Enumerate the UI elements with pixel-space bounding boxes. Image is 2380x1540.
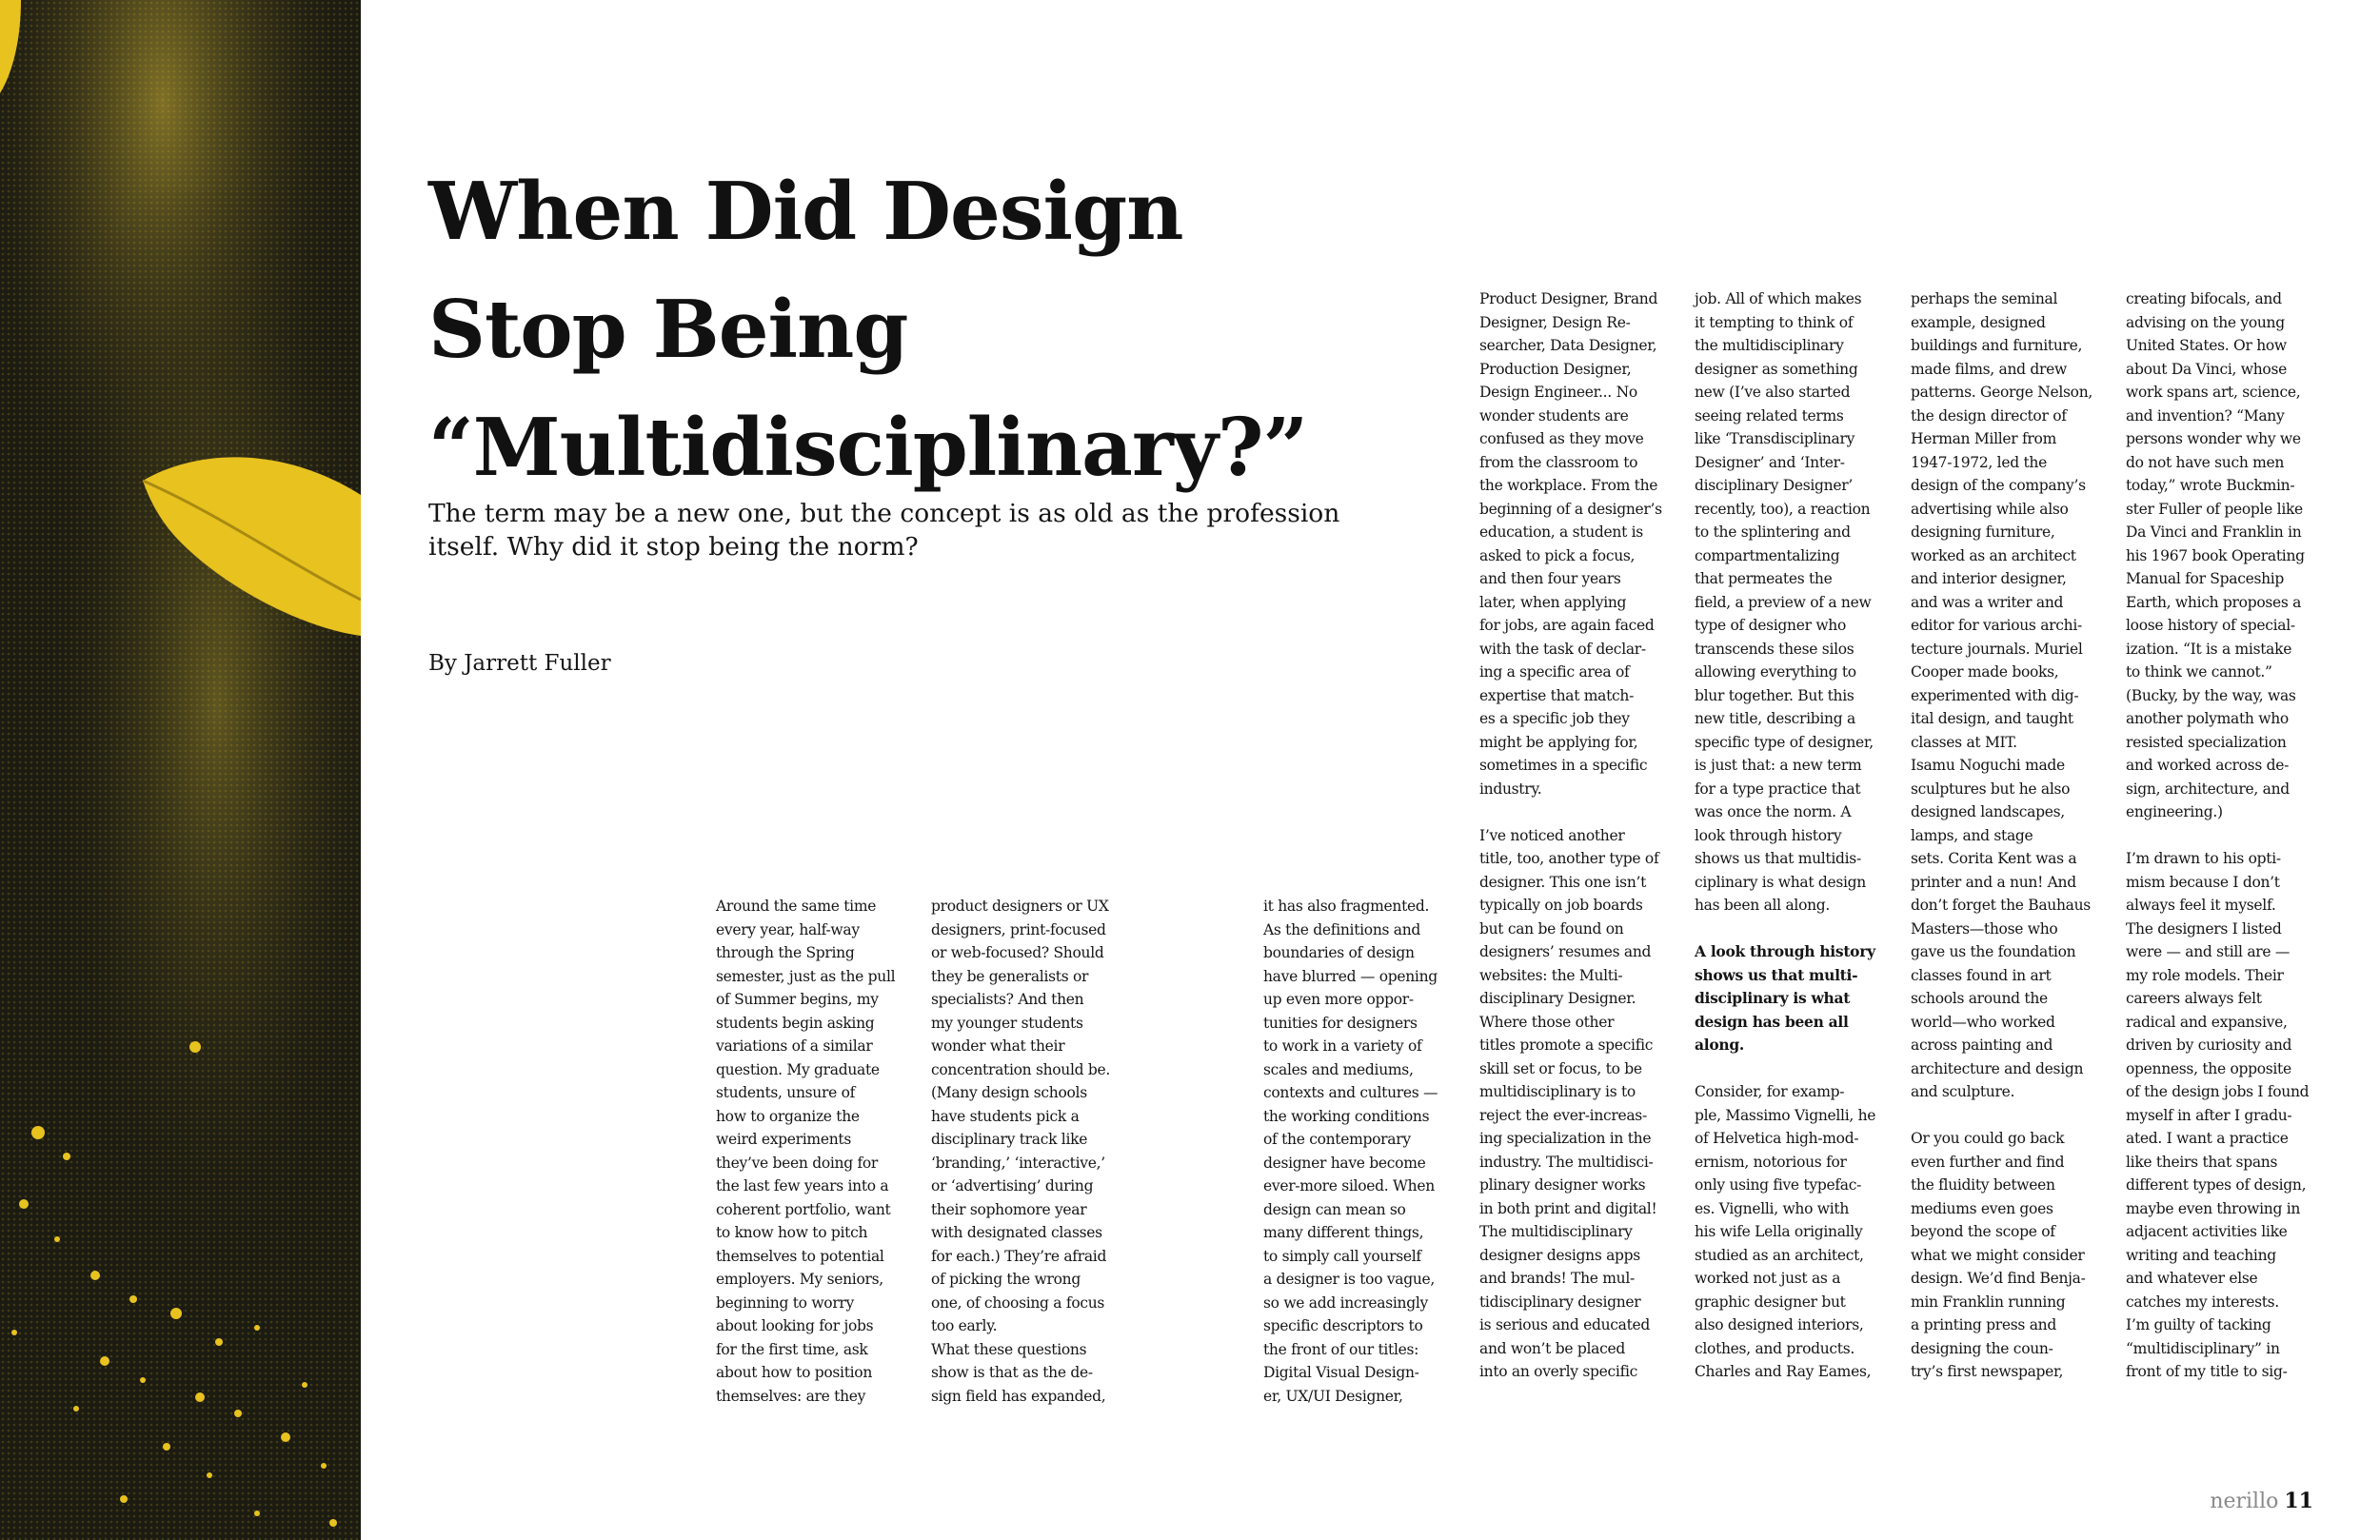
article-dek xyxy=(428,497,1361,563)
body-text-line: the last few years into a xyxy=(716,1177,889,1194)
body-text-line: searcher, Data Designer, xyxy=(1479,337,1657,354)
body-text-line: Design Engineer... No xyxy=(1479,384,1637,401)
body-text-line: Consider, for examp- xyxy=(1695,1083,1845,1100)
body-text-line: clothes, and products. xyxy=(1695,1339,1854,1357)
body-text-line: example, designed xyxy=(1911,313,2046,331)
body-text-line: the working conditions xyxy=(1263,1107,1430,1125)
body-text-line: perhaps the seminal xyxy=(1911,290,2058,307)
body-text-line: his wife Lella originally xyxy=(1695,1223,1863,1240)
body-text-line: many different things, xyxy=(1263,1224,1424,1241)
body-text-line: designer. This one isn’t xyxy=(1479,873,1647,891)
body-text-line: Manual for Spaceship xyxy=(2126,570,2285,587)
body-text-line: printer and a nun! And xyxy=(1911,873,2076,891)
body-text-line: new title, describing a xyxy=(1695,710,1855,727)
body-text-line: type of designer who xyxy=(1695,617,1847,634)
body-text-line: and then four years xyxy=(1479,570,1621,587)
body-text-line: designer have become xyxy=(1263,1154,1426,1172)
body-text-line: work spans art, science, xyxy=(2126,384,2301,401)
body-text-line: typically on job boards xyxy=(1479,897,1643,914)
body-text-line: myself in after I gradu- xyxy=(2126,1106,2292,1124)
body-text-line: reject the ever-increas- xyxy=(1479,1106,1647,1124)
body-text-line: compartmentalizing xyxy=(1695,546,1840,564)
paragraph-gap xyxy=(1479,800,1684,824)
body-text-line: sculptures but he also xyxy=(1911,780,2071,798)
body-text-line: 1947-1972, led the xyxy=(1911,453,2047,471)
body-text-line: The designers I listed xyxy=(2126,919,2282,938)
body-text-line: worked not just as a xyxy=(1695,1270,1841,1287)
pull-quote-line: disciplinary is what xyxy=(1695,989,1851,1007)
body-text-line: disciplinary track like xyxy=(931,1131,1088,1148)
body-text-line: I’m drawn to his opti- xyxy=(2126,850,2281,867)
body-column-1 xyxy=(716,895,921,1408)
paragraph-gap xyxy=(1695,1057,1899,1081)
body-text-line: variations of a similar xyxy=(716,1037,873,1055)
body-text-line: title, too, another type of xyxy=(1479,850,1659,867)
leaf-halftone-illustration xyxy=(0,0,361,1540)
body-text-line: his 1967 book Operating xyxy=(2126,546,2305,564)
body-text-line: ization. “It is a mistake xyxy=(2126,640,2292,658)
body-text-line: As the definitions and xyxy=(1263,920,1421,938)
body-text-line: specialists? And then xyxy=(931,991,1084,1008)
byline: By Jarrett Fuller xyxy=(428,651,611,676)
body-text-line: weird experiments xyxy=(716,1131,851,1148)
pull-quote-line: shows us that multi- xyxy=(1695,965,1858,984)
body-text-line: disciplinary Designer. xyxy=(1479,990,1636,1007)
body-text-line: wonder students are xyxy=(1479,406,1629,424)
body-text-line: was once the norm. A xyxy=(1695,803,1852,820)
body-text-line: recently, too), a reaction xyxy=(1695,500,1871,518)
body-text-line: from the classroom to xyxy=(1479,453,1638,471)
body-text-line: with the task of declar- xyxy=(1479,640,1646,658)
body-text-line: asked to pick a focus, xyxy=(1479,546,1636,564)
pull-quote-line: along. xyxy=(1695,1036,1744,1054)
body-text-line: front of my title to sig- xyxy=(2126,1363,2288,1380)
body-text-line: contexts and cultures — xyxy=(1263,1084,1438,1101)
body-text-line: themselves: are they xyxy=(716,1387,866,1405)
body-text-line: radical and expansive, xyxy=(2126,1013,2288,1031)
body-text-line: to simply call yourself xyxy=(1263,1247,1421,1265)
body-text-line: new (I’ve also started xyxy=(1695,384,1851,401)
body-text-line: transcends these silos xyxy=(1695,640,1854,658)
body-text-line: Around the same time xyxy=(716,898,877,915)
body-text-line: engineering.) xyxy=(2126,803,2223,820)
body-text-line: what we might consider xyxy=(1911,1246,2085,1264)
body-text-line: question. My graduate xyxy=(716,1060,880,1078)
body-text-line: sometimes in a specific xyxy=(1479,757,1648,774)
body-text-line: Charles and Ray Eames, xyxy=(1695,1363,1872,1380)
body-text-line: designing furniture, xyxy=(1911,523,2055,541)
body-text-line: “multidisciplinary” in xyxy=(2126,1339,2280,1357)
body-text-line: look through history xyxy=(1695,826,1842,844)
body-text-line: to know how to pitch xyxy=(716,1224,868,1241)
body-text-line: designing the coun- xyxy=(1911,1339,2053,1357)
body-text-line: about Da Vinci, whose xyxy=(2126,360,2287,378)
body-text-line: up even more oppor- xyxy=(1263,991,1414,1008)
body-text-line: maybe even throwing in xyxy=(2126,1199,2301,1217)
body-text-line: the front of our titles: xyxy=(1263,1340,1419,1358)
body-text-line: about looking for jobs xyxy=(716,1317,874,1334)
body-text-line: of Summer begins, my xyxy=(716,991,879,1008)
body-text-line: and interior designer, xyxy=(1911,570,2067,587)
body-text-line: for a type practice that xyxy=(1695,780,1861,798)
body-text-line: they be generalists or xyxy=(931,967,1089,985)
body-text-line: ernism, notorious for xyxy=(1695,1153,1847,1171)
body-text-line: designed landscapes, xyxy=(1911,803,2065,820)
body-text-line: specific type of designer, xyxy=(1695,733,1874,751)
body-text-line: tidisciplinary designer xyxy=(1479,1293,1641,1311)
paragraph-gap xyxy=(1911,1104,2115,1128)
body-text-line: I’ve noticed another xyxy=(1479,826,1625,844)
body-text-line: design of the company’s xyxy=(1911,477,2086,494)
publication-name: nerillo xyxy=(2210,1490,2279,1513)
body-text-line: multidisciplinary is to xyxy=(1479,1083,1636,1100)
body-text-line: plinary designer works xyxy=(1479,1176,1646,1194)
body-text-line: job. All of which makes xyxy=(1695,290,1862,307)
article-title-line-3: “Multidisciplinary?” xyxy=(428,401,1308,494)
body-text-line: of picking the wrong xyxy=(931,1271,1081,1288)
body-text-line: seeing related terms xyxy=(1695,406,1844,424)
body-text-line: coherent portfolio, want xyxy=(716,1200,891,1218)
body-text-line: buildings and furniture, xyxy=(1911,337,2083,354)
body-text-line: loose history of special- xyxy=(2126,617,2295,634)
body-text-line: studied as an architect, xyxy=(1695,1246,1864,1264)
body-text-line: writing and teaching xyxy=(2126,1246,2276,1264)
body-text-line: graphic designer but xyxy=(1695,1293,1846,1311)
article-title-line-2: Stop Being xyxy=(428,283,908,376)
paragraph-gap xyxy=(2126,824,2330,848)
body-text-line: The multidisciplinary xyxy=(1479,1223,1633,1240)
body-text-line: tecture journals. Muriel xyxy=(1911,640,2083,658)
body-text-line: world—who worked xyxy=(1911,1013,2055,1031)
body-text-line: Designer, Design Re- xyxy=(1479,313,1631,331)
body-text-line: boundaries of design xyxy=(1263,944,1415,961)
body-text-line: experimented with dig- xyxy=(1911,686,2079,704)
body-text-line: designers’ resumes and xyxy=(1479,943,1652,960)
body-text-line: were — and still are — xyxy=(2126,943,2291,960)
body-text-line: mediums even goes xyxy=(1911,1199,2053,1217)
body-text-line: beginning of a designer’s xyxy=(1479,500,1662,518)
body-text-line: students, unsure of xyxy=(716,1084,856,1101)
body-text-line: ing a specific area of xyxy=(1479,663,1630,681)
body-text-line: expertise that match- xyxy=(1479,686,1635,704)
body-text-line: sets. Corita Kent was a xyxy=(1911,850,2077,867)
body-text-line: design. We’d find Benja- xyxy=(1911,1270,2086,1287)
body-text-line: to the splintering and xyxy=(1695,523,1851,541)
body-text-line: worked as an architect xyxy=(1911,546,2076,564)
body-column-2 xyxy=(931,895,1136,1408)
body-text-line: have blurred — opening xyxy=(1263,967,1438,985)
body-text-line: my role models. Their xyxy=(2126,966,2284,984)
body-text-line: different types of design, xyxy=(2126,1176,2307,1194)
pull-quote-line: design has been all xyxy=(1695,1012,1849,1031)
body-text-line: I’m guilty of tacking xyxy=(2126,1316,2271,1333)
page-number: 11 xyxy=(2284,1489,2313,1513)
body-text-line: through the Spring xyxy=(716,944,855,961)
body-text-line: es a specific job they xyxy=(1479,710,1630,727)
body-text-line: ciplinary is what design xyxy=(1695,873,1866,891)
body-text-line: Masters—those who xyxy=(1911,919,2058,938)
body-text-line: websites: the Multi- xyxy=(1479,966,1623,984)
body-text-line: Product Designer, Brand xyxy=(1479,290,1658,307)
body-text-line: the workplace. From the xyxy=(1479,477,1658,494)
body-text-line: so we add increasingly xyxy=(1263,1293,1428,1312)
body-text-line: (Bucky, by the way, was xyxy=(2126,686,2296,704)
body-text-line: Or you could go back xyxy=(1911,1130,2065,1147)
body-text-line: only using five typefac- xyxy=(1695,1176,1862,1194)
body-text-line: Cooper made books, xyxy=(1911,663,2059,681)
body-text-line: classes at MIT. xyxy=(1911,733,2017,751)
body-text-line: a printing press and xyxy=(1911,1316,2056,1333)
body-text-line: and sculpture. xyxy=(1911,1083,2015,1100)
body-text-line: industry. The multidisci- xyxy=(1479,1153,1654,1171)
body-text-line: but can be found on xyxy=(1479,919,1624,938)
body-text-line: it has also fragmented. xyxy=(1263,898,1430,915)
body-text-line: Designer’ and ‘Inter- xyxy=(1695,453,1845,471)
body-text-line: Isamu Noguchi made xyxy=(1911,757,2065,774)
body-text-line: like theirs that spans xyxy=(2126,1153,2278,1171)
body-text-line: ated. I want a practice xyxy=(2126,1130,2289,1147)
body-text-line: students begin asking xyxy=(716,1014,875,1032)
body-text-line: and invention? “Many xyxy=(2126,406,2285,424)
body-text-line: blur together. But this xyxy=(1695,686,1854,704)
body-text-line: ital design, and taught xyxy=(1911,710,2073,727)
page-folio xyxy=(2210,1487,2313,1516)
body-text-line: Da Vinci and Franklin in xyxy=(2126,523,2302,541)
body-text-line: classes found in art xyxy=(1911,966,2052,984)
body-text-line: they’ve been doing for xyxy=(716,1154,879,1172)
body-text-line: editor for various archi- xyxy=(1911,617,2082,634)
body-text-line: too early. xyxy=(931,1317,998,1334)
body-text-line: Earth, which proposes a xyxy=(2126,593,2302,611)
body-text-line: with designated classes xyxy=(931,1224,1102,1241)
body-text-line: specific descriptors to xyxy=(1263,1317,1423,1334)
body-text-line: United States. Or how xyxy=(2126,337,2287,354)
body-text-line: always feel it myself. xyxy=(2126,897,2276,914)
body-text-line: architecture and design xyxy=(1911,1059,2084,1077)
body-text-line: (Many design schools xyxy=(931,1084,1087,1101)
body-column-6 xyxy=(1911,287,2115,1384)
body-text-line: ster Fuller of people like xyxy=(2126,500,2303,518)
body-text-line: tunities for designers xyxy=(1263,1014,1418,1032)
body-text-line: beyond the scope of xyxy=(1911,1223,2055,1240)
body-text-line: to think we cannot.” xyxy=(2126,663,2272,681)
body-text-line: industry. xyxy=(1479,780,1542,798)
body-text-line: try’s first newspaper, xyxy=(1911,1363,2064,1380)
body-text-line: show is that as the de- xyxy=(931,1364,1093,1381)
body-text-line: skill set or focus, to be xyxy=(1479,1059,1642,1077)
body-text-line: the design director of xyxy=(1911,406,2067,424)
article-title-line-1: When Did Design xyxy=(428,165,1183,258)
body-text-line: into an overly specific xyxy=(1479,1363,1638,1380)
body-text-line: also designed interiors, xyxy=(1695,1316,1864,1333)
body-text-line: for jobs, are again faced xyxy=(1479,617,1655,634)
body-text-line: semester, just as the pull xyxy=(716,967,896,985)
body-text-line: is just that: a new term xyxy=(1695,757,1862,774)
body-text-line: education, a student is xyxy=(1479,523,1643,541)
body-text-line: every year, half-way xyxy=(716,920,860,938)
body-text-line: of the contemporary xyxy=(1263,1131,1411,1148)
body-text-line: design can mean so xyxy=(1263,1200,1406,1218)
body-column-5 xyxy=(1695,287,1899,1384)
body-text-line: Production Designer, xyxy=(1479,360,1632,378)
body-text-line: do not have such men xyxy=(2126,453,2285,471)
body-text-line: employers. My seniors, xyxy=(716,1271,883,1288)
body-text-line: how to organize the xyxy=(716,1107,860,1125)
body-text-line: concentration should be. xyxy=(931,1060,1111,1078)
body-text-line: to work in a variety of xyxy=(1263,1037,1422,1055)
body-text-line: ‘branding,’ ‘interactive,’ xyxy=(931,1154,1105,1172)
body-text-line: disciplinary Designer’ xyxy=(1695,477,1853,494)
body-text-line: and worked across de- xyxy=(2126,757,2290,774)
body-text-line: persons wonder why we xyxy=(2126,430,2301,447)
article-title xyxy=(428,152,1428,506)
body-text-line: and brands! The mul- xyxy=(1479,1270,1635,1287)
body-text-line: another polymath who xyxy=(2126,710,2289,727)
body-text-line: careers always felt xyxy=(2126,990,2262,1007)
body-text-line: gave us the foundation xyxy=(1911,943,2076,960)
body-column-4 xyxy=(1479,287,1684,1384)
body-text-line: later, when applying xyxy=(1479,593,1627,611)
body-text-line: beginning to worry xyxy=(716,1293,854,1312)
body-text-line: or web-focused? Should xyxy=(931,944,1104,961)
body-text-line: in both print and digital! xyxy=(1479,1199,1657,1217)
body-text-line: have students pick a xyxy=(931,1107,1080,1125)
body-text-line: of the design jobs I found xyxy=(2126,1083,2310,1100)
body-text-line: has been all along. xyxy=(1695,897,1831,914)
body-text-line: themselves to potential xyxy=(716,1247,884,1265)
body-text-line: wonder what their xyxy=(931,1037,1065,1055)
body-text-line: a designer is too vague, xyxy=(1263,1271,1436,1288)
body-text-line: ple, Massimo Vignelli, he xyxy=(1695,1106,1876,1124)
article-dek-line-2: itself. Why did it stop being the norm? xyxy=(428,532,919,562)
body-text-line: and whatever else xyxy=(2126,1270,2258,1287)
pull-quote-line: A look through history xyxy=(1695,942,1875,960)
body-text-line: today,” wrote Buckmin- xyxy=(2126,477,2295,494)
body-text-line: patterns. George Nelson, xyxy=(1911,384,2093,401)
body-text-line: schools around the xyxy=(1911,990,2048,1007)
body-text-line: designers, print-focused xyxy=(931,920,1106,938)
body-text-line: resisted specialization xyxy=(2126,733,2287,751)
body-text-line: or ‘advertising’ during xyxy=(931,1177,1094,1194)
body-text-line: even further and find xyxy=(1911,1153,2065,1171)
body-text-line: across painting and xyxy=(1911,1037,2053,1054)
body-text-line: catches my interests. xyxy=(2126,1293,2279,1311)
body-text-line: sign, architecture, and xyxy=(2126,780,2290,798)
body-text-line: and was a writer and xyxy=(1911,593,2064,611)
body-text-line: my younger students xyxy=(931,1014,1083,1032)
body-text-line: like ‘Transdisciplinary xyxy=(1695,430,1855,447)
body-text-line: ever-more siloed. When xyxy=(1263,1177,1435,1194)
paragraph-gap xyxy=(1695,918,1899,941)
body-text-line: What these questions xyxy=(931,1340,1087,1358)
body-text-line: product designers or UX xyxy=(931,898,1109,915)
body-text-line: advertising while also xyxy=(1911,500,2069,518)
body-text-line: Herman Miller from xyxy=(1911,430,2056,447)
body-text-line: the multidisciplinary xyxy=(1695,337,1844,354)
body-text-line: sign field has expanded, xyxy=(931,1387,1106,1405)
body-column-3 xyxy=(1263,895,1468,1408)
body-text-line: the fluidity between xyxy=(1911,1176,2055,1194)
body-text-line: lamps, and stage xyxy=(1911,826,2033,844)
body-text-line: er, UX/UI Designer, xyxy=(1263,1387,1403,1405)
body-text-line: for each.) They’re afraid xyxy=(931,1247,1107,1265)
body-text-line: made films, and drew xyxy=(1911,360,2067,378)
article-dek-line-1: The term may be a new one, but the concept is as old as the profession xyxy=(428,499,1340,528)
body-text-line: creating bifocals, and xyxy=(2126,290,2282,307)
body-column-7 xyxy=(2126,287,2330,1384)
body-text-line: field, a preview of a new xyxy=(1695,593,1872,611)
body-text-line: that permeates the xyxy=(1695,570,1833,587)
body-text-line: might be applying for, xyxy=(1479,733,1638,751)
body-text-line: is serious and educated xyxy=(1479,1316,1651,1333)
halftone-art-panel xyxy=(0,0,361,1540)
body-text-line: Where those other xyxy=(1479,1013,1615,1031)
body-text-line: one, of choosing a focus xyxy=(931,1293,1105,1312)
body-text-line: openness, the opposite xyxy=(2126,1059,2291,1077)
body-text-line: advising on the young xyxy=(2126,313,2285,331)
body-text-line: scales and mediums, xyxy=(1263,1060,1414,1078)
body-text-line: adjacent activities like xyxy=(2126,1223,2288,1240)
body-text-line: of Helvetica high-mod- xyxy=(1695,1130,1859,1147)
body-text-line: it tempting to think of xyxy=(1695,313,1854,331)
body-text-line: about how to position xyxy=(716,1364,872,1381)
body-text-line: and won’t be placed xyxy=(1479,1339,1625,1357)
body-text-line: for the first time, ask xyxy=(716,1340,868,1358)
body-text-line: Digital Visual Design- xyxy=(1263,1364,1419,1381)
body-text-line: confused as they move xyxy=(1479,430,1644,447)
body-text-line: don’t forget the Bauhaus xyxy=(1911,897,2091,914)
body-text-line: designer as something xyxy=(1695,360,1858,378)
body-text-line: allowing everything to xyxy=(1695,663,1856,681)
body-text-line: ing specialization in the xyxy=(1479,1130,1652,1147)
body-text-line: driven by curiosity and xyxy=(2126,1037,2292,1054)
body-text-line: min Franklin running xyxy=(1911,1293,2066,1311)
body-text-line: mism because I don’t xyxy=(2126,873,2280,891)
body-text-line: titles promote a specific xyxy=(1479,1037,1654,1054)
body-text-line: their sophomore year xyxy=(931,1200,1087,1218)
body-text-line: es. Vignelli, who with xyxy=(1695,1199,1850,1217)
body-text-line: shows us that multidis- xyxy=(1695,850,1861,867)
body-text-line: designer designs apps xyxy=(1479,1246,1640,1264)
